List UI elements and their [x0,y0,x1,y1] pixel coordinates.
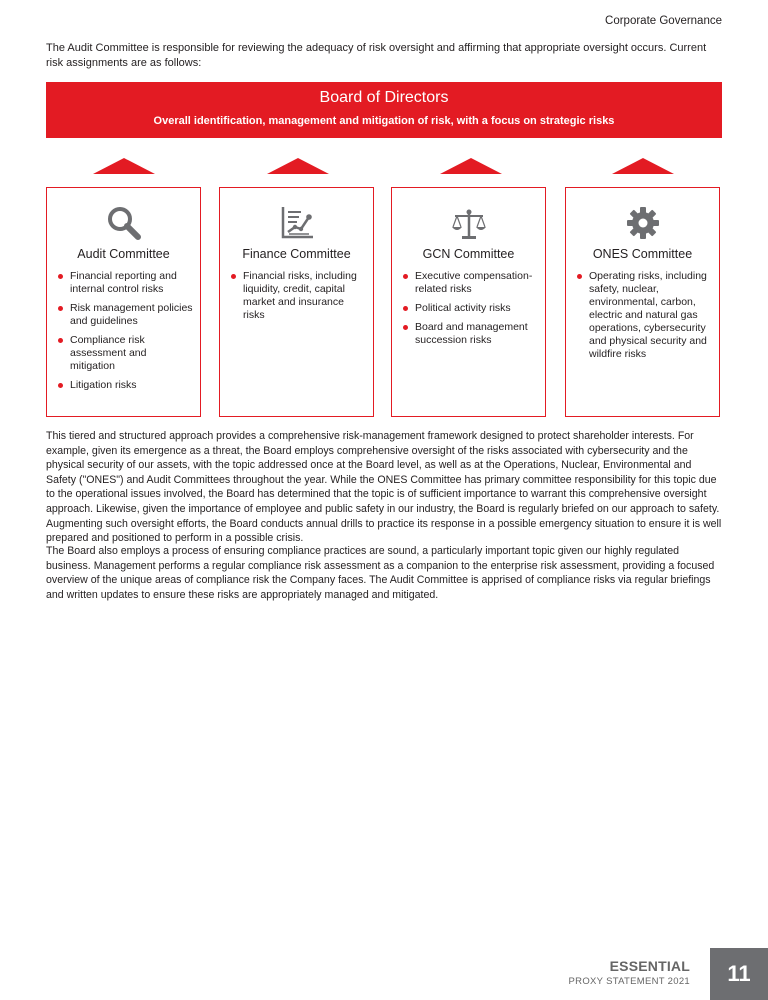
scales-icon [392,203,545,243]
footer-brand [569,958,690,987]
list-item: Financial reporting and internal control risks [57,270,194,296]
list-item: Litigation risks [57,379,194,392]
list-item: Political activity risks [402,302,539,315]
intro-paragraph: The Audit Committee is responsible for reviewing the adequacy of risk oversight and affirming that appropriate oversight occurs. Current risk assignments are as follows: [46,42,707,69]
risk-list [230,270,367,328]
list-item: Board and management succession risks [402,321,539,347]
body-paragraph: This tiered and structured approach provides a comprehensive risk-management framework designed to protect shareholder interests. For example, given its emergence as a threat, the Board employs comprehensive oversight of the risks associated with cybersecurity and the physical security of our assets, with the topic addressed once at the Board level, as well as at the Operations, Nuclear, Environmental and Safety ("ONES") and Audit Committees throughout the year. While the ONES Committee has primary committee responsibility for this topic due to the operational issues involved, the Board has determined that the topic is of sufficient importance to warrant this comprehensive oversight approach. Likewise, given the importance of employee and public safety in our industry, the Board is regularly briefed on our approach to safety. Augmenting such oversight efforts, the Board conducts annual drills to practice its response in a possible emergency situation to ensure it is well prepared and positioned to perform in a possible crisis. [46,430,722,545]
board-subtitle: Overall identification, management and mitigation of risk, with a focus on strategic risks [153,115,615,127]
gear-icon [566,203,719,243]
risk-list [402,270,539,353]
risk-list [576,270,713,367]
committee-title: ONES Committee [592,247,693,261]
committee-title: Finance Committee [242,247,351,261]
brand-wordmark: ESSENTIAL [609,958,690,974]
document-title: PROXY STATEMENT 2021 [568,976,690,987]
body-paragraph: The Board also employs a process of ensuring compliance practices are sound, a particularly important topic given our highly regulated business. Management performs a regular compliance risk assessment as a companion to the enterprise risk assessment, providing a focused overview of the unique areas of compliance risk the Company faces. The Audit Committee is apprised of compliance risks via regular briefings and written updates to ensure these risks are appropriately managed and mitigated. [46,545,715,601]
committee-card-audit [46,187,201,417]
committee-title: GCN Committee [422,247,515,261]
page-number: 11 [710,948,768,1000]
risk-list [57,270,194,398]
arrow-up-icon [440,158,502,174]
section-header: Corporate Governance [605,15,722,27]
list-item: Operating risks, including safety, nuclear, environmental, carbon, electric and natural gas operations, cybersecurity and physical security and wildfire risks [576,270,713,361]
arrow-up-icon [267,158,329,174]
magnifier-icon [47,203,200,243]
list-item: Risk management policies and guidelines [57,302,194,328]
list-item: Compliance risk assessment and mitigation [57,334,194,373]
committee-title: Audit Committee [77,247,170,261]
committee-card-finance [219,187,374,417]
board-title: Board of Directors [319,89,449,106]
committee-card-ones [565,187,720,417]
list-item: Financial risks, including liquidity, credit, capital market and insurance risks [230,270,367,322]
arrow-up-icon [612,158,674,174]
list-item: Executive compensation-related risks [402,270,539,296]
chart-icon [220,203,373,243]
arrow-up-icon [93,158,155,174]
committee-card-gcn [391,187,546,417]
board-of-directors-banner [46,82,722,138]
